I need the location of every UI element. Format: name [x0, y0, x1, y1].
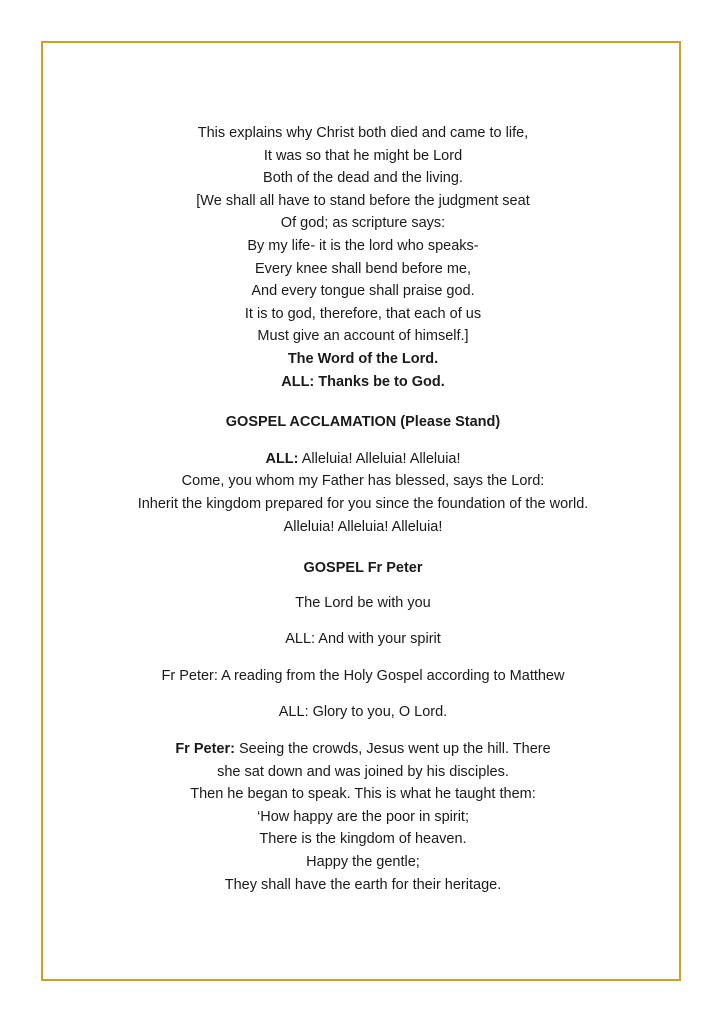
reading-line: And every tongue shall praise god. [251, 283, 475, 300]
acclamation-all-text: Alleluia! Alleluia! Alleluia! [298, 450, 461, 467]
acclamation-all-line [43, 448, 683, 471]
document-body [43, 122, 683, 896]
gospel-reader-text: Seeing the crowds, Jesus went up the hill. There [234, 741, 551, 758]
acclamation-all-label: ALL: [265, 450, 299, 467]
gospel-announcement: Fr Peter: A reading from the Holy Gospel according to Matthew [161, 667, 565, 684]
gospel-line: she sat down and was joined by his disciples. [217, 763, 509, 780]
gospel-reader-label: Fr Peter: [175, 741, 235, 758]
gospel-greeting: The Lord be with you [295, 594, 431, 611]
gospel-line: There is the kingdom of heaven. [259, 831, 467, 848]
acclamation-line: Alleluia! Alleluia! Alleluia! [283, 518, 443, 535]
reading-line: By my life- it is the lord who speaks- [247, 237, 479, 254]
reading-line: Both of the dead and the living. [263, 170, 463, 187]
reading-response: ALL: Thanks be to God. [281, 373, 445, 390]
acclamation-line: Inherit the kingdom prepared for you since the foundation of the world. [137, 495, 589, 512]
gospel-line: Happy the gentle; [306, 854, 420, 871]
gospel-reader-line [43, 738, 683, 761]
reading-line: Must give an account of himself.] [257, 328, 469, 345]
reading-line: It was so that he might be Lord [263, 147, 463, 164]
gospel-line: ‘How happy are the poor in spirit; [257, 808, 469, 825]
reading-line: [We shall all have to stand before the judgment seat [196, 192, 530, 209]
gospel-announcement-response: ALL: Glory to you, O Lord. [278, 704, 448, 721]
gospel-heading: GOSPEL Fr Peter [303, 560, 423, 577]
reading-line: This explains why Christ both died and came to life, [197, 125, 529, 141]
reading-line: It is to god, therefore, that each of us [244, 305, 482, 322]
gospel-line: They shall have the earth for their heritage. [224, 876, 502, 893]
acclamation-heading: GOSPEL ACCLAMATION (Please Stand) [225, 414, 501, 431]
acclamation-line: Come, you whom my Father has blessed, says the Lord: [181, 473, 545, 490]
gospel-line: Then he began to speak. This is what he taught them: [190, 786, 536, 803]
reading-line: Every knee shall bend before me, [254, 260, 471, 277]
gospel-greeting-response: ALL: And with your spirit [285, 631, 441, 648]
reading-line: Of god; as scripture says: [280, 215, 446, 232]
reading-closing: The Word of the Lord. [287, 350, 439, 367]
